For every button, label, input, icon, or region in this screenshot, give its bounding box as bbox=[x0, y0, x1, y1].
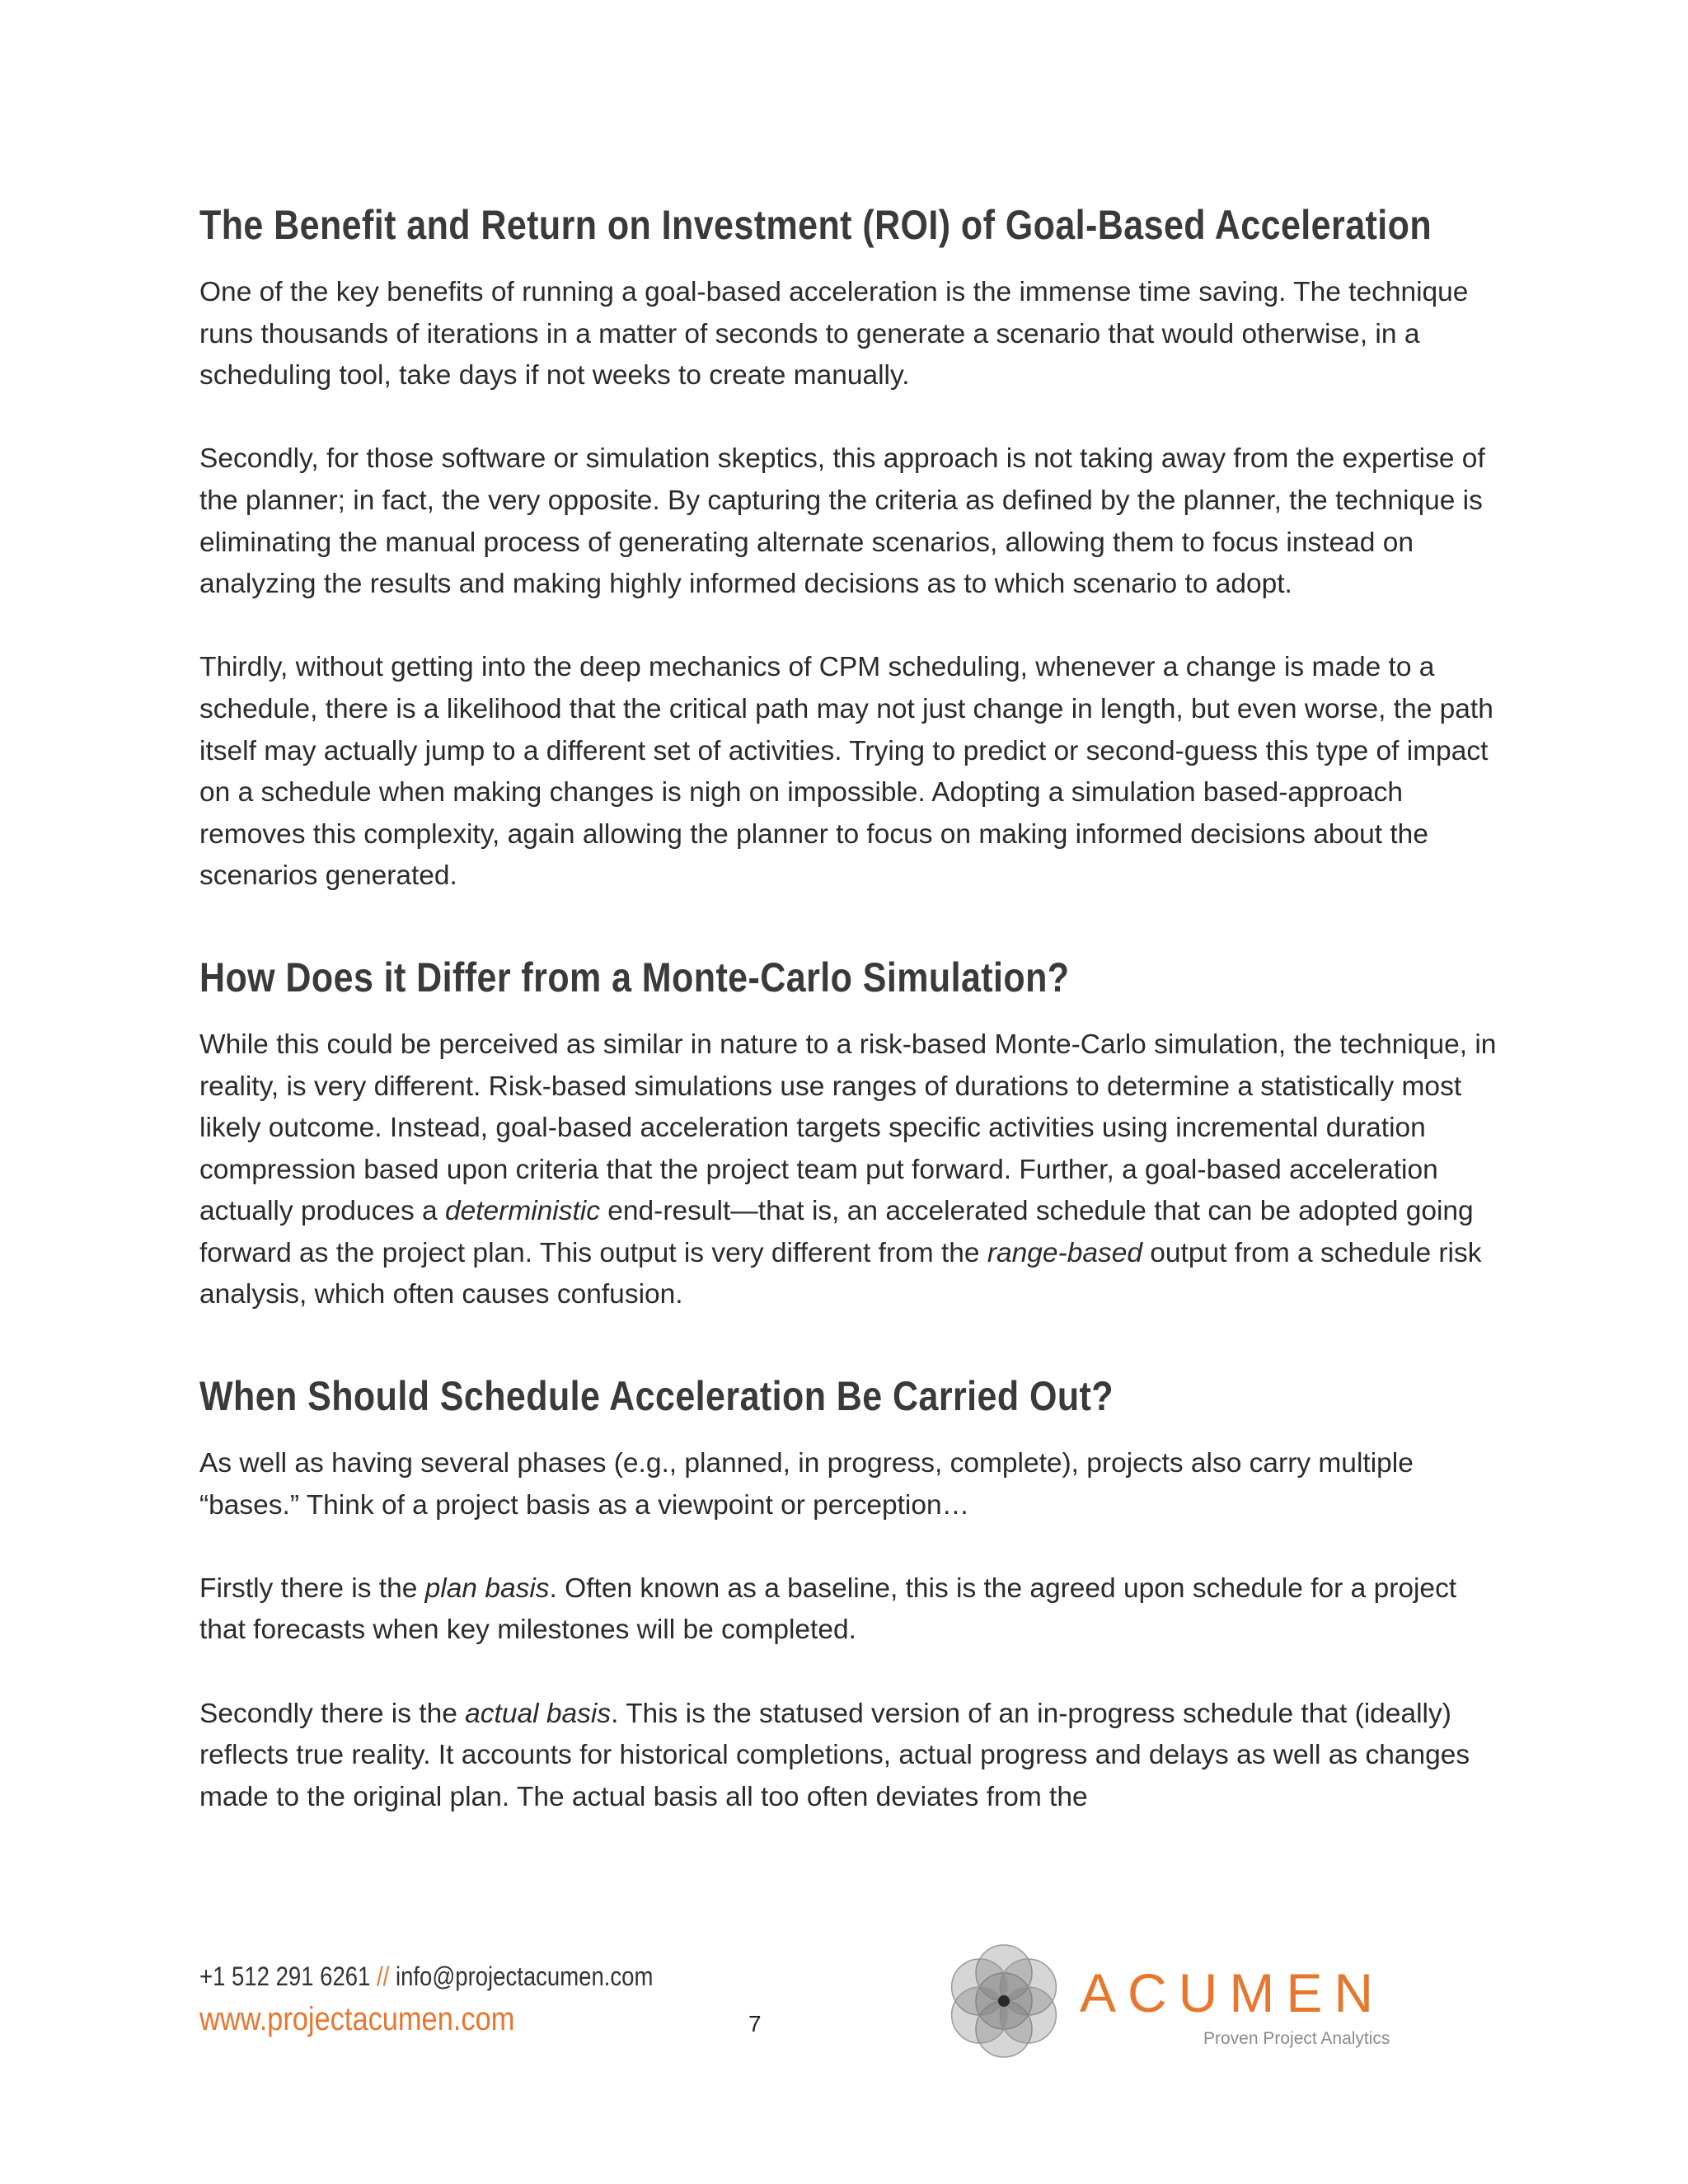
footer-contact bbox=[199, 1961, 653, 1992]
footer-phone: +1 512 291 6261 bbox=[199, 1961, 371, 1991]
paragraph-text: As well as having several phases (e.g., planned, in progress, complete), projects also carry multiple “bases.” Think of a project basis as a viewpoint or perception… bbox=[199, 1448, 1414, 1521]
emphasized-text: range-based bbox=[987, 1237, 1142, 1268]
section-heading: How Does it Differ from a Monte-Carlo Simulation? bbox=[199, 954, 1070, 1001]
paragraph-text: output from a schedule risk analysis, which often causes confusion. bbox=[199, 1237, 1482, 1310]
body-paragraph bbox=[199, 1694, 1502, 1819]
paragraph-text: end-result—that is, an accelerated schedule that can be adopted going forward as the project plan. This output is very different from the bbox=[199, 1196, 1474, 1268]
section-heading: The Benefit and Return on Investment (ROI) of Goal-Based Acceleration bbox=[199, 202, 1432, 248]
footer-separator: // bbox=[377, 1961, 390, 1991]
body-paragraph bbox=[199, 1024, 1502, 1316]
paragraph-text: While this could be perceived as similar in nature to a risk-based Monte-Carlo simulation, the technique, in reality, is very different. Risk-based simulations use ranges of durations to determine a statistically most likely outcome. Instead, goal-based acceleration targets specific activities using incremental duration compression based upon criteria that the project team put forward. Further, a goal-based acceleration actually produces a bbox=[199, 1029, 1497, 1227]
emphasized-text: plan basis bbox=[424, 1572, 550, 1604]
body-paragraph bbox=[199, 1568, 1502, 1652]
paragraph-text: . This is the statused version of an in-progress schedule that (ideally) reflects true reality. It accounts for historical completions, actual progress and delays as well as changes made to the original plan. The actual basis all too often deviates from the bbox=[199, 1698, 1470, 1812]
paragraph-text: Secondly, for those software or simulation skeptics, this approach is not taking away from the expertise of the planner; in fact, the very opposite. By capturing the criteria as defined by the planner, the technique is eliminating the manual process of generating alternate scenarios, allowing them to focus instead on analyzing the results and making highly informed decisions as to which scenario to adopt. bbox=[199, 443, 1485, 600]
body-paragraph bbox=[199, 438, 1502, 605]
page-number: 7 bbox=[748, 2011, 762, 2036]
paragraph-text: One of the key benefits of running a goal-based acceleration is the immense time saving. The technique runs thousands of iterations in a matter of seconds to generate a scenario that would otherwise, in a scheduling tool, take days if not weeks to create manually. bbox=[199, 277, 1469, 391]
paragraph-text: Thirdly, without getting into the deep mechanics of CPM scheduling, whenever a change is made to a schedule, there is a likelihood that the critical path may not just change in length, but even worse, the path itself may actually jump to a different set of activities. Trying to predict or second-guess this type of impact on a schedule when making changes is nigh on impossible. Adopting a simulation based-approach removes this complexity, again allowing the planner to focus on making informed decisions about the scenarios generated. bbox=[199, 652, 1493, 892]
paragraph-text: . Often known as a baseline, this is the agreed upon schedule for a project that forecasts when key milestones will be completed. bbox=[199, 1572, 1457, 1646]
body-paragraph bbox=[199, 272, 1502, 397]
section-heading: When Should Schedule Acceleration Be Carried Out? bbox=[199, 1373, 1114, 1420]
body-paragraph bbox=[199, 647, 1502, 898]
page-content bbox=[199, 196, 1502, 1818]
emphasized-text: deterministic bbox=[444, 1196, 600, 1227]
paragraph-text: Firstly there is the bbox=[199, 1572, 425, 1604]
body-paragraph bbox=[199, 1443, 1502, 1526]
acumen-logo bbox=[946, 1943, 1408, 2059]
brand-name: ACUMEN bbox=[1080, 1962, 1386, 2023]
acumen-flower-logo-icon bbox=[946, 1943, 1062, 2059]
paragraph-text: Secondly there is the bbox=[199, 1698, 466, 1729]
emphasized-text: actual basis bbox=[465, 1698, 612, 1729]
footer-website-link[interactable]: www.projectacumen.com bbox=[199, 2001, 515, 2037]
footer-email[interactable]: info@projectacumen.com bbox=[395, 1961, 654, 1991]
brand-tagline: Proven Project Analytics bbox=[1203, 2029, 1390, 2048]
